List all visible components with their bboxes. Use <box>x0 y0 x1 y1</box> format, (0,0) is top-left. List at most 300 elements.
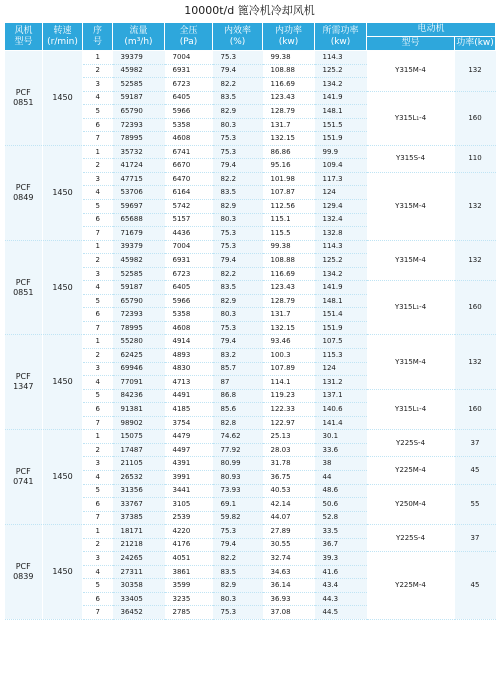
seq-cell: 1 <box>83 525 113 539</box>
inner-power-cell: 44.07 <box>263 511 315 525</box>
seq-cell: 5 <box>83 105 113 119</box>
speed-cell: 1450 <box>43 145 83 240</box>
motor-model-cell: Y315L₁-4 <box>367 389 455 430</box>
inner-power-cell: 34.63 <box>263 565 315 579</box>
pressure-cell: 4497 <box>165 443 213 457</box>
efficiency-cell: 82.2 <box>213 552 263 566</box>
header-motor: 电动机 <box>367 23 496 37</box>
pressure-cell: 5358 <box>165 308 213 322</box>
motor-power-cell: 45 <box>455 552 496 620</box>
efficiency-cell: 82.8 <box>213 416 263 430</box>
seq-cell: 3 <box>83 78 113 92</box>
efficiency-cell: 85.6 <box>213 403 263 417</box>
motor-power-cell: 132 <box>455 172 496 240</box>
inner-power-cell: 119.23 <box>263 389 315 403</box>
pressure-cell: 6723 <box>165 267 213 281</box>
seq-cell: 4 <box>83 281 113 295</box>
efficiency-cell: 75.3 <box>213 525 263 539</box>
pressure-cell: 6164 <box>165 186 213 200</box>
seq-cell: 5 <box>83 389 113 403</box>
fan-model-text: PCF 1347 <box>13 372 34 392</box>
seq-cell: 5 <box>83 579 113 593</box>
flow-cell: 39379 <box>113 240 165 254</box>
inner-power-cell: 123.43 <box>263 281 315 295</box>
inner-power-cell: 37.08 <box>263 606 315 620</box>
inner-power-cell: 115.1 <box>263 213 315 227</box>
motor-power-cell: 132 <box>455 335 496 389</box>
required-power-cell: 117.3 <box>315 172 367 186</box>
flow-cell: 21218 <box>113 538 165 552</box>
flow-cell: 45982 <box>113 64 165 78</box>
efficiency-cell: 83.5 <box>213 565 263 579</box>
pressure-cell: 3441 <box>165 484 213 498</box>
flow-cell: 91381 <box>113 403 165 417</box>
flow-cell: 31356 <box>113 484 165 498</box>
motor-model-cell: Y225S-4 <box>367 430 455 457</box>
inner-power-cell: 131.7 <box>263 118 315 132</box>
pressure-cell: 5966 <box>165 105 213 119</box>
pressure-cell: 3754 <box>165 416 213 430</box>
pressure-cell: 5358 <box>165 118 213 132</box>
inner-power-cell: 36.14 <box>263 579 315 593</box>
inner-power-cell: 128.79 <box>263 294 315 308</box>
fan-model-cell <box>5 335 43 430</box>
header-inner-power: 内功率 (kw) <box>263 23 315 51</box>
pressure-cell: 3235 <box>165 592 213 606</box>
inner-power-cell: 122.33 <box>263 403 315 417</box>
header-speed: 转速 (r/min) <box>43 23 83 51</box>
required-power-cell: 30.1 <box>315 430 367 444</box>
flow-cell: 21105 <box>113 457 165 471</box>
efficiency-cell: 82.2 <box>213 267 263 281</box>
pressure-cell: 5966 <box>165 294 213 308</box>
seq-cell: 6 <box>83 592 113 606</box>
efficiency-cell: 75.3 <box>213 227 263 241</box>
table-row <box>5 430 496 444</box>
motor-model-cell: Y315S-4 <box>367 145 455 172</box>
efficiency-cell: 80.3 <box>213 308 263 322</box>
flow-cell: 27311 <box>113 565 165 579</box>
table-row <box>5 335 496 349</box>
fan-model-cell <box>5 240 43 335</box>
inner-power-cell: 93.46 <box>263 335 315 349</box>
fan-model-text: PCF 0849 <box>13 182 34 202</box>
inner-power-cell: 132.15 <box>263 321 315 335</box>
motor-power-cell: 160 <box>455 91 496 145</box>
required-power-cell: 44.5 <box>315 606 367 620</box>
inner-power-cell: 30.55 <box>263 538 315 552</box>
seq-cell: 5 <box>83 200 113 214</box>
efficiency-cell: 75.3 <box>213 606 263 620</box>
required-power-cell: 109.4 <box>315 159 367 173</box>
header-fan: 风机 型号 <box>5 23 43 51</box>
fan-model-cell <box>5 51 43 146</box>
seq-cell: 2 <box>83 349 113 363</box>
flow-cell: 52585 <box>113 267 165 281</box>
efficiency-cell: 82.2 <box>213 172 263 186</box>
flow-cell: 18171 <box>113 525 165 539</box>
required-power-cell: 41.6 <box>315 565 367 579</box>
flow-cell: 59697 <box>113 200 165 214</box>
flow-cell: 17487 <box>113 443 165 457</box>
flow-cell: 72393 <box>113 118 165 132</box>
required-power-cell: 141.9 <box>315 91 367 105</box>
seq-cell: 2 <box>83 538 113 552</box>
seq-cell: 7 <box>83 606 113 620</box>
motor-power-cell: 110 <box>455 145 496 172</box>
seq-cell: 2 <box>83 443 113 457</box>
pressure-cell: 4185 <box>165 403 213 417</box>
inner-power-cell: 99.38 <box>263 240 315 254</box>
required-power-cell: 124 <box>315 362 367 376</box>
flow-cell: 77091 <box>113 376 165 390</box>
table-row <box>5 525 496 539</box>
efficiency-cell: 80.3 <box>213 592 263 606</box>
required-power-cell: 132.4 <box>315 213 367 227</box>
inner-power-cell: 100.3 <box>263 349 315 363</box>
seq-cell: 6 <box>83 118 113 132</box>
pressure-cell: 5742 <box>165 200 213 214</box>
seq-cell: 1 <box>83 145 113 159</box>
pressure-cell: 3599 <box>165 579 213 593</box>
table-header <box>5 23 496 51</box>
seq-cell: 7 <box>83 511 113 525</box>
required-power-cell: 134.2 <box>315 267 367 281</box>
inner-power-cell: 32.74 <box>263 552 315 566</box>
required-power-cell: 125.2 <box>315 64 367 78</box>
inner-power-cell: 108.88 <box>263 254 315 268</box>
flow-cell: 53706 <box>113 186 165 200</box>
required-power-cell: 107.5 <box>315 335 367 349</box>
fan-model-cell <box>5 145 43 240</box>
flow-cell: 45982 <box>113 254 165 268</box>
pressure-cell: 4220 <box>165 525 213 539</box>
required-power-cell: 141.4 <box>315 416 367 430</box>
required-power-cell: 129.4 <box>315 200 367 214</box>
seq-cell: 5 <box>83 294 113 308</box>
seq-cell: 7 <box>83 132 113 146</box>
flow-cell: 78995 <box>113 321 165 335</box>
efficiency-cell: 75.3 <box>213 51 263 65</box>
flow-cell: 59187 <box>113 91 165 105</box>
seq-cell: 3 <box>83 457 113 471</box>
required-power-cell: 125.2 <box>315 254 367 268</box>
efficiency-cell: 83.2 <box>213 349 263 363</box>
efficiency-cell: 82.9 <box>213 200 263 214</box>
efficiency-cell: 83.5 <box>213 281 263 295</box>
pressure-cell: 3861 <box>165 565 213 579</box>
speed-cell: 1450 <box>43 430 83 525</box>
motor-model-cell: Y315M-4 <box>367 240 455 281</box>
inner-power-cell: 116.69 <box>263 78 315 92</box>
header-motor-power: 功率(kw) <box>455 37 496 51</box>
motor-model-cell: Y315M-4 <box>367 51 455 92</box>
motor-power-cell: 160 <box>455 281 496 335</box>
speed-cell: 1450 <box>43 240 83 335</box>
motor-model-cell: Y225M-4 <box>367 552 455 620</box>
seq-cell: 7 <box>83 227 113 241</box>
fan-model-cell <box>5 430 43 525</box>
inner-power-cell: 112.56 <box>263 200 315 214</box>
required-power-cell: 50.6 <box>315 498 367 512</box>
flow-cell: 78995 <box>113 132 165 146</box>
pressure-cell: 4051 <box>165 552 213 566</box>
pressure-cell: 3991 <box>165 470 213 484</box>
pressure-cell: 4608 <box>165 132 213 146</box>
required-power-cell: 43.4 <box>315 579 367 593</box>
inner-power-cell: 36.75 <box>263 470 315 484</box>
required-power-cell: 52.8 <box>315 511 367 525</box>
inner-power-cell: 123.43 <box>263 91 315 105</box>
header-flow: 流量 (m³/h) <box>113 23 165 51</box>
fan-model-text: PCF 0839 <box>13 562 34 582</box>
seq-cell: 7 <box>83 416 113 430</box>
seq-cell: 3 <box>83 267 113 281</box>
seq-cell: 6 <box>83 308 113 322</box>
table-body <box>5 51 496 620</box>
flow-cell: 69946 <box>113 362 165 376</box>
pressure-cell: 4176 <box>165 538 213 552</box>
motor-model-cell: Y315M-4 <box>367 335 455 389</box>
flow-cell: 55280 <box>113 335 165 349</box>
fan-model-text: PCF 0851 <box>13 87 34 107</box>
flow-cell: 59187 <box>113 281 165 295</box>
pressure-cell: 7004 <box>165 240 213 254</box>
inner-power-cell: 107.87 <box>263 186 315 200</box>
flow-cell: 30358 <box>113 579 165 593</box>
motor-model-cell: Y225S-4 <box>367 525 455 552</box>
required-power-cell: 44 <box>315 470 367 484</box>
seq-cell: 5 <box>83 484 113 498</box>
inner-power-cell: 101.98 <box>263 172 315 186</box>
inner-power-cell: 131.7 <box>263 308 315 322</box>
pressure-cell: 2539 <box>165 511 213 525</box>
inner-power-cell: 28.03 <box>263 443 315 457</box>
motor-model-cell: Y225M-4 <box>367 457 455 484</box>
flow-cell: 33405 <box>113 592 165 606</box>
efficiency-cell: 73.93 <box>213 484 263 498</box>
pressure-cell: 4479 <box>165 430 213 444</box>
required-power-cell: 131.2 <box>315 376 367 390</box>
efficiency-cell: 75.3 <box>213 132 263 146</box>
pressure-cell: 6723 <box>165 78 213 92</box>
flow-cell: 84236 <box>113 389 165 403</box>
inner-power-cell: 116.69 <box>263 267 315 281</box>
flow-cell: 37385 <box>113 511 165 525</box>
pressure-cell: 3105 <box>165 498 213 512</box>
motor-model-cell: Y315L₁-4 <box>367 281 455 335</box>
fan-model-text: PCF 0851 <box>13 277 34 297</box>
flow-cell: 72393 <box>113 308 165 322</box>
pressure-cell: 4830 <box>165 362 213 376</box>
motor-power-cell: 45 <box>455 457 496 484</box>
pressure-cell: 6931 <box>165 254 213 268</box>
required-power-cell: 134.2 <box>315 78 367 92</box>
flow-cell: 71679 <box>113 227 165 241</box>
motor-power-cell: 132 <box>455 240 496 281</box>
flow-cell: 65790 <box>113 105 165 119</box>
required-power-cell: 114.3 <box>315 240 367 254</box>
efficiency-cell: 79.4 <box>213 538 263 552</box>
required-power-cell: 148.1 <box>315 105 367 119</box>
seq-cell: 2 <box>83 64 113 78</box>
efficiency-cell: 59.82 <box>213 511 263 525</box>
flow-cell: 36452 <box>113 606 165 620</box>
efficiency-cell: 77.92 <box>213 443 263 457</box>
seq-cell: 4 <box>83 565 113 579</box>
header-seq: 序 号 <box>83 23 113 51</box>
flow-cell: 52585 <box>113 78 165 92</box>
pressure-cell: 2785 <box>165 606 213 620</box>
inner-power-cell: 128.79 <box>263 105 315 119</box>
header-required-power: 所需功率 (kw) <box>315 23 367 51</box>
seq-cell: 1 <box>83 51 113 65</box>
pressure-cell: 6670 <box>165 159 213 173</box>
table-row <box>5 145 496 159</box>
flow-cell: 24265 <box>113 552 165 566</box>
seq-cell: 6 <box>83 498 113 512</box>
table-row <box>5 51 496 65</box>
table-title: 10000t/d 篦冷机冷却风机 <box>184 4 315 17</box>
inner-power-cell: 132.15 <box>263 132 315 146</box>
seq-cell: 4 <box>83 470 113 484</box>
pressure-cell: 7004 <box>165 51 213 65</box>
required-power-cell: 151.9 <box>315 132 367 146</box>
flow-cell: 62425 <box>113 349 165 363</box>
inner-power-cell: 95.16 <box>263 159 315 173</box>
seq-cell: 1 <box>83 240 113 254</box>
required-power-cell: 140.6 <box>315 403 367 417</box>
required-power-cell: 114.3 <box>315 51 367 65</box>
inner-power-cell: 99.38 <box>263 51 315 65</box>
seq-cell: 3 <box>83 172 113 186</box>
inner-power-cell: 107.89 <box>263 362 315 376</box>
required-power-cell: 33.6 <box>315 443 367 457</box>
seq-cell: 2 <box>83 254 113 268</box>
pressure-cell: 6405 <box>165 281 213 295</box>
fan-model-text: PCF 0741 <box>13 467 34 487</box>
inner-power-cell: 115.5 <box>263 227 315 241</box>
pressure-cell: 6931 <box>165 64 213 78</box>
seq-cell: 3 <box>83 362 113 376</box>
required-power-cell: 151.9 <box>315 321 367 335</box>
seq-cell: 6 <box>83 403 113 417</box>
required-power-cell: 151.5 <box>315 118 367 132</box>
motor-power-cell: 160 <box>455 389 496 430</box>
efficiency-cell: 69.1 <box>213 498 263 512</box>
efficiency-cell: 82.9 <box>213 294 263 308</box>
inner-power-cell: 42.14 <box>263 498 315 512</box>
seq-cell: 3 <box>83 552 113 566</box>
flow-cell: 33767 <box>113 498 165 512</box>
required-power-cell: 132.8 <box>315 227 367 241</box>
seq-cell: 4 <box>83 91 113 105</box>
efficiency-cell: 75.3 <box>213 145 263 159</box>
seq-cell: 7 <box>83 321 113 335</box>
table-row <box>5 240 496 254</box>
pressure-cell: 4893 <box>165 349 213 363</box>
seq-cell: 4 <box>83 186 113 200</box>
efficiency-cell: 86.8 <box>213 389 263 403</box>
inner-power-cell: 40.53 <box>263 484 315 498</box>
inner-power-cell: 86.86 <box>263 145 315 159</box>
inner-power-cell: 25.13 <box>263 430 315 444</box>
efficiency-cell: 80.3 <box>213 213 263 227</box>
efficiency-cell: 79.4 <box>213 64 263 78</box>
pressure-cell: 4608 <box>165 321 213 335</box>
pressure-cell: 6470 <box>165 172 213 186</box>
header-pressure: 全压 (Pa) <box>165 23 213 51</box>
pressure-cell: 4436 <box>165 227 213 241</box>
inner-power-cell: 36.93 <box>263 592 315 606</box>
flow-cell: 98902 <box>113 416 165 430</box>
inner-power-cell: 114.1 <box>263 376 315 390</box>
efficiency-cell: 79.4 <box>213 254 263 268</box>
required-power-cell: 141.9 <box>315 281 367 295</box>
flow-cell: 35732 <box>113 145 165 159</box>
fan-model-cell <box>5 525 43 620</box>
flow-cell: 65790 <box>113 294 165 308</box>
pressure-cell: 5157 <box>165 213 213 227</box>
motor-power-cell: 55 <box>455 484 496 525</box>
seq-cell: 1 <box>83 335 113 349</box>
required-power-cell: 38 <box>315 457 367 471</box>
motor-power-cell: 37 <box>455 430 496 457</box>
flow-cell: 65688 <box>113 213 165 227</box>
required-power-cell: 124 <box>315 186 367 200</box>
efficiency-cell: 82.2 <box>213 78 263 92</box>
efficiency-cell: 85.7 <box>213 362 263 376</box>
efficiency-cell: 87 <box>213 376 263 390</box>
required-power-cell: 36.7 <box>315 538 367 552</box>
pressure-cell: 4391 <box>165 457 213 471</box>
efficiency-cell: 80.93 <box>213 470 263 484</box>
pressure-cell: 6741 <box>165 145 213 159</box>
efficiency-cell: 79.4 <box>213 335 263 349</box>
flow-cell: 47715 <box>113 172 165 186</box>
efficiency-cell: 74.62 <box>213 430 263 444</box>
header-efficiency: 内效率 (%) <box>213 23 263 51</box>
efficiency-cell: 80.3 <box>213 118 263 132</box>
motor-power-cell: 132 <box>455 51 496 92</box>
efficiency-cell: 80.99 <box>213 457 263 471</box>
required-power-cell: 137.1 <box>315 389 367 403</box>
required-power-cell: 44.3 <box>315 592 367 606</box>
motor-model-cell: Y315M-4 <box>367 172 455 240</box>
required-power-cell: 39.3 <box>315 552 367 566</box>
inner-power-cell: 27.89 <box>263 525 315 539</box>
required-power-cell: 148.1 <box>315 294 367 308</box>
pressure-cell: 4713 <box>165 376 213 390</box>
flow-cell: 15075 <box>113 430 165 444</box>
required-power-cell: 48.6 <box>315 484 367 498</box>
pressure-cell: 4914 <box>165 335 213 349</box>
required-power-cell: 99.9 <box>315 145 367 159</box>
efficiency-cell: 75.3 <box>213 321 263 335</box>
pressure-cell: 6405 <box>165 91 213 105</box>
seq-cell: 4 <box>83 376 113 390</box>
motor-power-cell: 37 <box>455 525 496 552</box>
required-power-cell: 33.5 <box>315 525 367 539</box>
seq-cell: 6 <box>83 213 113 227</box>
seq-cell: 1 <box>83 430 113 444</box>
inner-power-cell: 31.78 <box>263 457 315 471</box>
efficiency-cell: 83.5 <box>213 91 263 105</box>
speed-cell: 1450 <box>43 335 83 430</box>
efficiency-cell: 82.9 <box>213 105 263 119</box>
efficiency-cell: 75.3 <box>213 240 263 254</box>
inner-power-cell: 122.97 <box>263 416 315 430</box>
